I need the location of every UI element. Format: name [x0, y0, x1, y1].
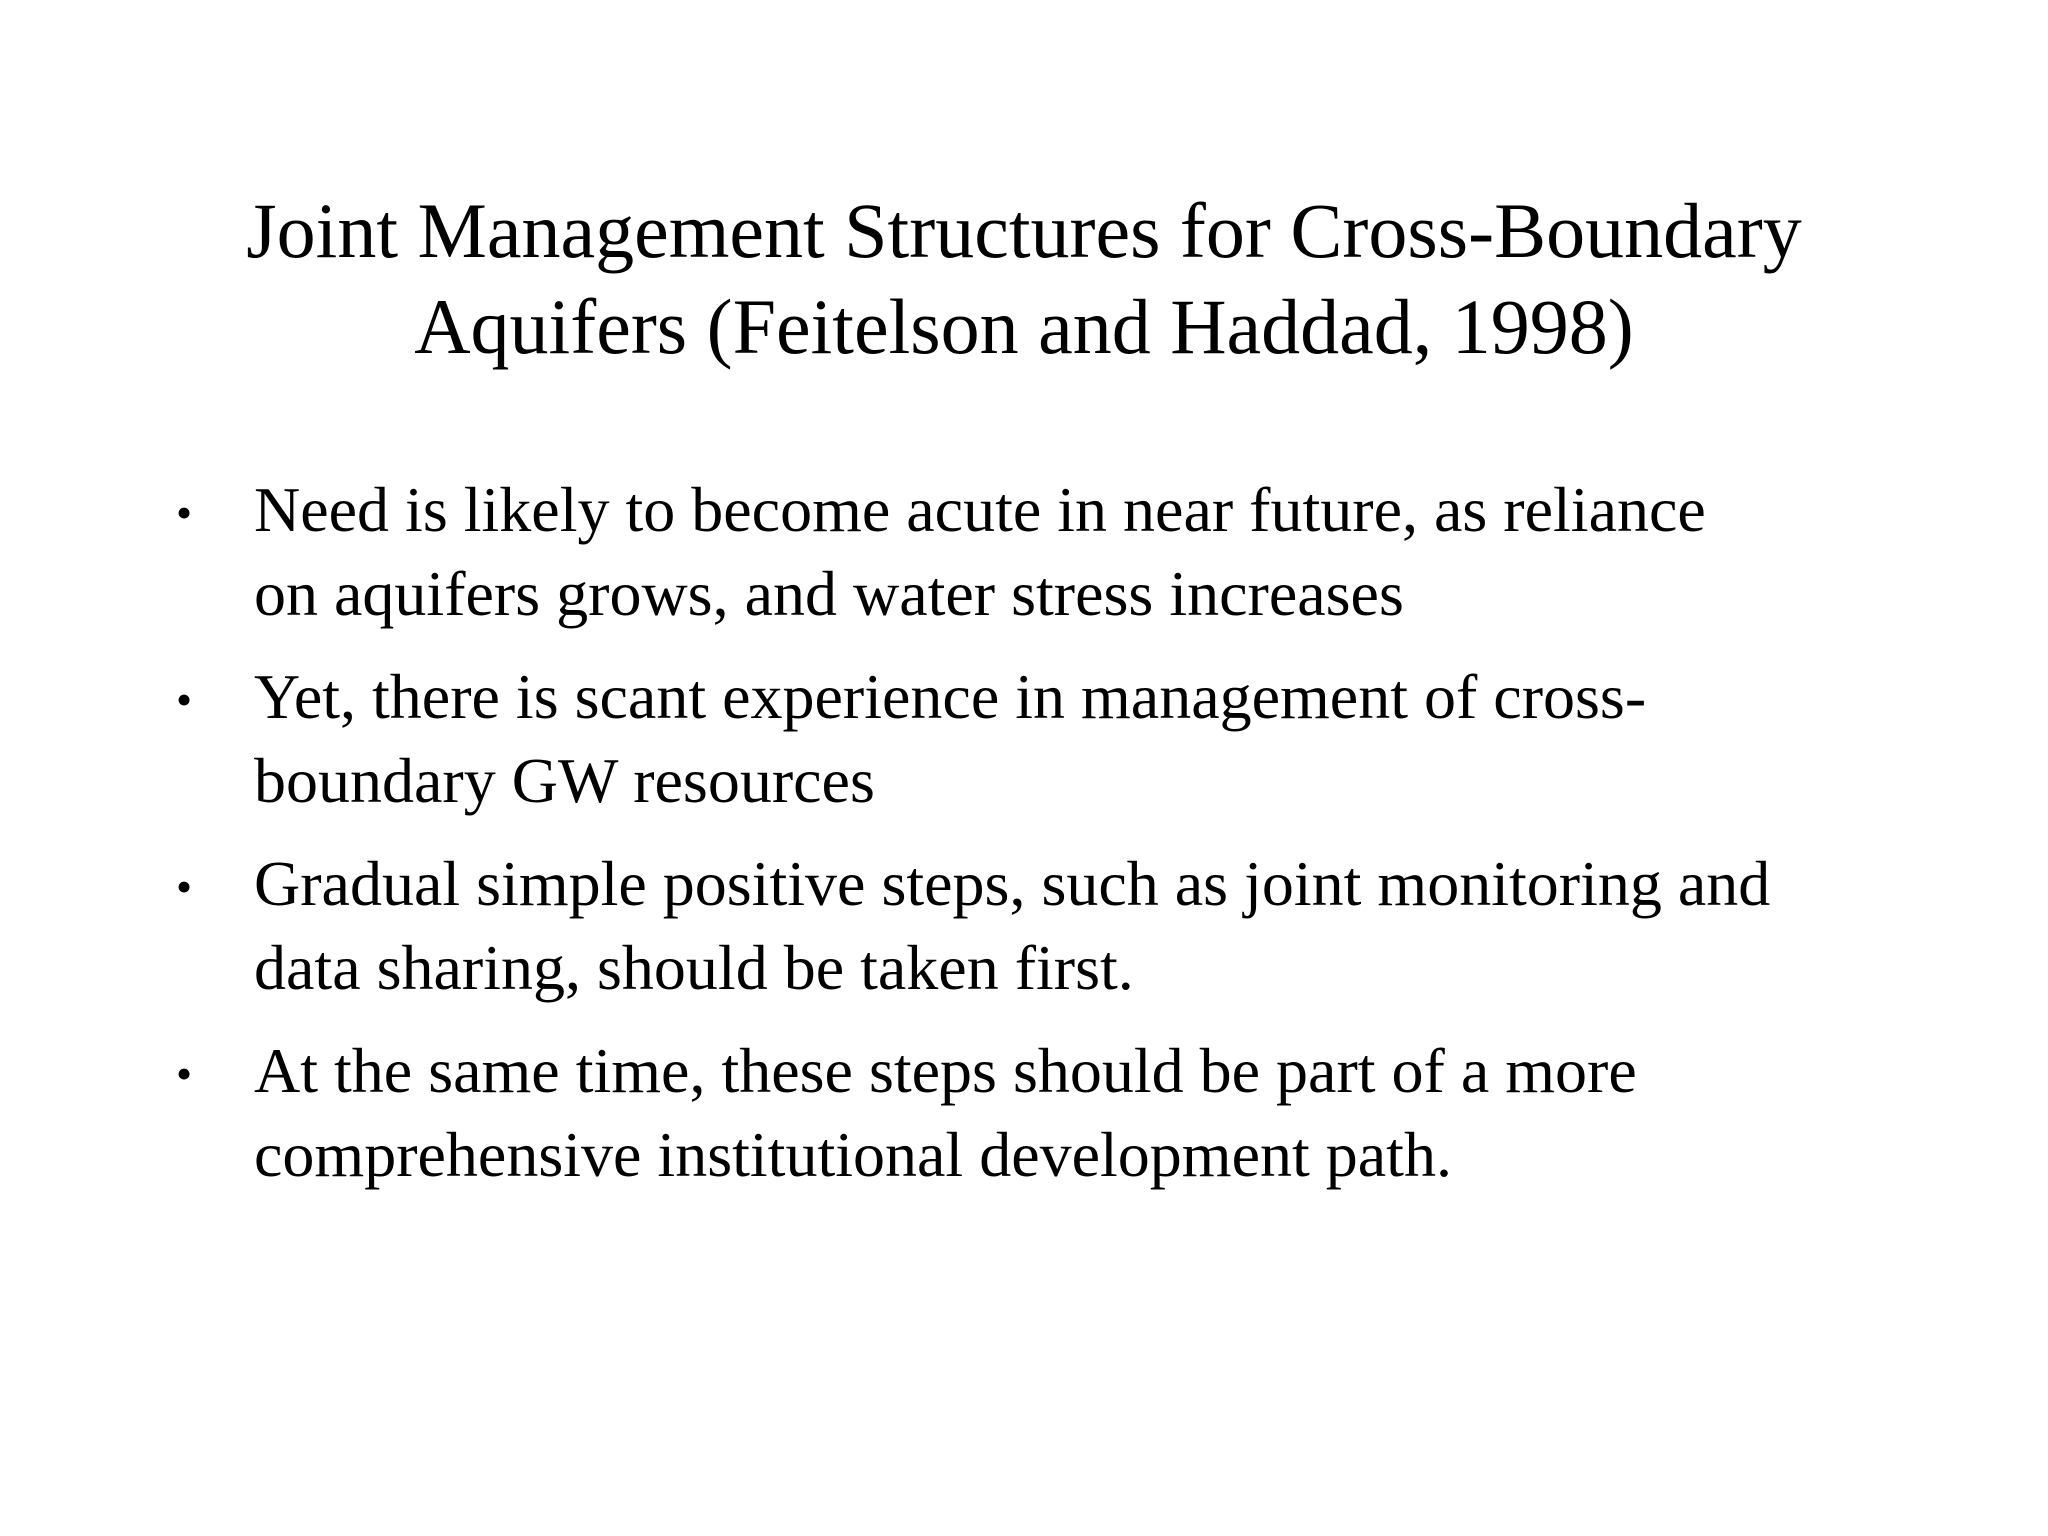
bullet-text-line: Gradual simple positive steps, such as joint monitoring and [254, 848, 1771, 919]
bullet-icon: • [176, 861, 193, 912]
bullet-text-line: data sharing, should be taken first. [254, 932, 1134, 1003]
bullet-text-line: Yet, there is scant experience in management of cross- [254, 661, 1647, 732]
slide-title [120, 183, 1928, 375]
bullet-list [170, 468, 1930, 1216]
bullet-text [254, 1029, 1930, 1197]
slide-title-line-2: Aquifers (Feitelson and Haddad, 1998) [414, 283, 1634, 370]
bullet-item-1 [170, 468, 1930, 636]
bullet-item-4 [170, 1029, 1930, 1197]
bullet-text [254, 842, 1930, 1010]
bullet-text-line: comprehensive institutional development path. [254, 1119, 1452, 1190]
bullet-item-3 [170, 842, 1930, 1010]
bullet-item-2 [170, 655, 1930, 823]
bullet-text-line: on aquifers grows, and water stress increases [254, 558, 1404, 629]
bullet-icon: • [176, 487, 193, 538]
bullet-icon: • [176, 674, 193, 725]
bullet-text [254, 655, 1930, 823]
bullet-text-line: Need is likely to become acute in near future, as reliance [254, 474, 1706, 545]
slide-title-line-1: Joint Management Structures for Cross-Boundary [246, 187, 1802, 274]
bullet-text [254, 468, 1930, 636]
bullet-text-line: At the same time, these steps should be part of a more [254, 1035, 1637, 1106]
bullet-icon: • [176, 1048, 193, 1099]
bullet-text-line: boundary GW resources [254, 745, 875, 816]
